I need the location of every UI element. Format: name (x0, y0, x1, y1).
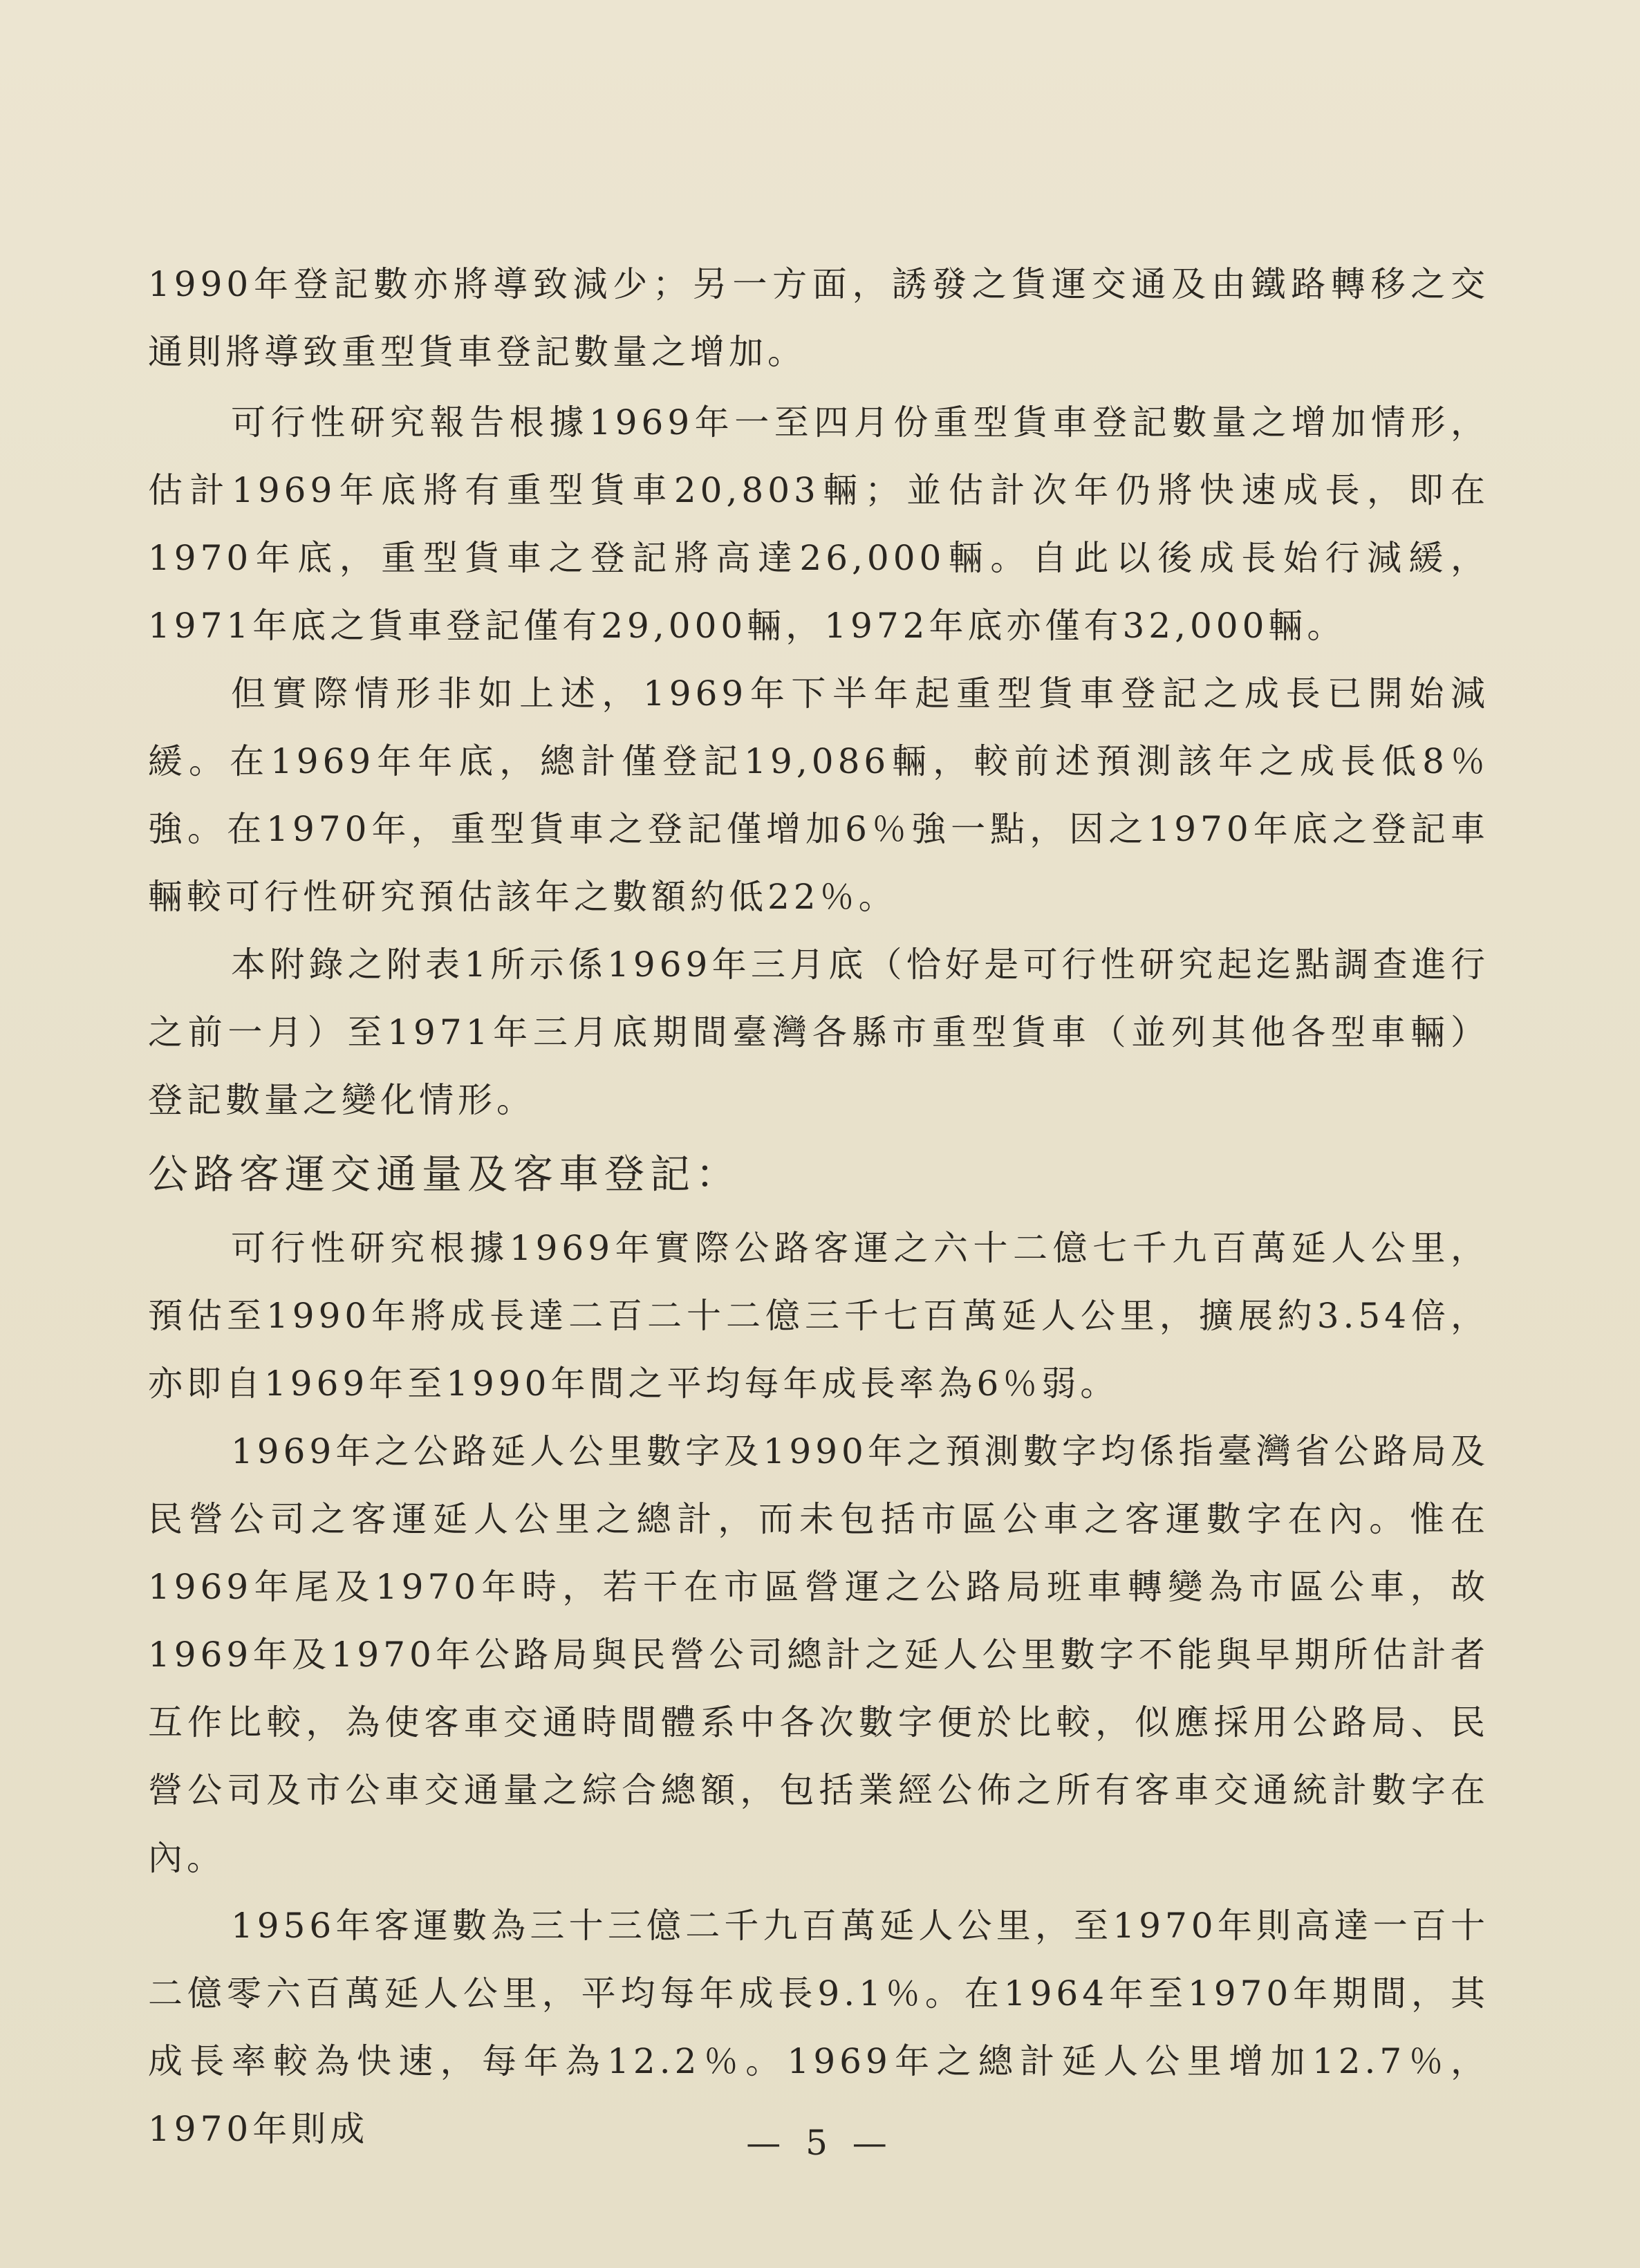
section-heading: 公路客運交通量及客車登記： (148, 1151, 742, 1198)
page-number: — 5 — (746, 2123, 894, 2163)
section-paragraph-2: 1969年之公路延人公里數字及1990年之預測數字均係指臺灣省公路局及民營公司之客運延人公里之總計，而未包括市區公車之客運數字在內。惟在1969年尾及1970年時，若干在市區營運之公路局班車轉變為市區公車，故1969年及1970年公路局與民營公司總計之延人公里數字不能與早期所估計者互作比較，為使客車交通時間體系中各次數字便於比較，似應採用公路局、民營公司及市公車交通量之綜合總額，包括業經公佈之所有客車交通統計數字在內。 (148, 1431, 1489, 1878)
section-paragraph-1: 可行性研究根據1969年實際公路客運之六十二億七千九百萬延人公里，預估至1990年將成長達二百二十二億三千七百萬延人公里，擴展約3.54倍，亦即自1969年至1990年間之平均每年成長率為6％弱。 (148, 1228, 1489, 1404)
paragraph-3: 但實際情形非如上述，1969年下半年起重型貨車登記之成長已開始減緩。在1969年年底，總計僅登記19,086輛，較前述預測該年之成長低8％強。在1970年，重型貨車之登記僅增加6％強一點，因之1970年底之登記車輛較可行性研究預估該年之數額約低22％。 (148, 673, 1489, 917)
paragraph-4: 本附錄之附表1所示係1969年三月底（恰好是可行性研究起迄點調查進行之前一月）至1971年三月底期間臺灣各縣市重型貨車（並列其他各型車輛）登記數量之變化情形。 (148, 945, 1489, 1120)
section-paragraph-3: 1956年客運數為三十三億二千九百萬延人公里，至1970年則高達一百十二億零六百萬延人公里，平均每年成長9.1％。在1964年至1970年期間，其成長率較為快速，每年為12.2％。1969年之總計延人公里增加12.7％，1970年則成 (148, 1906, 1489, 2149)
document-body (148, 250, 1489, 2163)
paragraph-1: 1990年登記數亦將導致減少；另一方面，誘發之貨運交通及由鐵路轉移之交通則將導致重型貨車登記數量之增加。 (148, 264, 1489, 372)
paragraph-2: 可行性研究報告根據1969年一至四月份重型貨車登記數量之增加情形，估計1969年底將有重型貨車20,803輛；並估計次年仍將快速成長，即在1970年底，重型貨車之登記將高達26,000輛。自此以後成長始行減緩，1971年底之貨車登記僅有29,000輛，1972年底亦僅有32,000輛。 (148, 402, 1489, 646)
